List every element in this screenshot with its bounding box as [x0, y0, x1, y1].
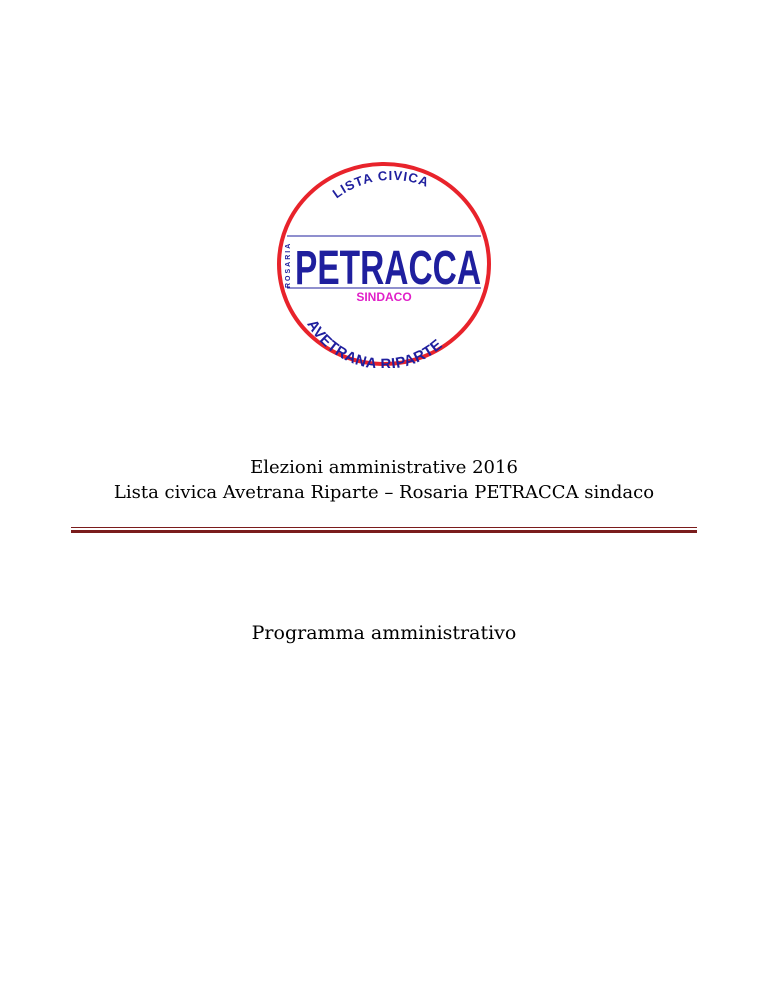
- party-logo: [275, 160, 493, 368]
- logo-side-text: ROSARIA: [285, 241, 292, 288]
- logo-main-text: PETRACCA: [295, 242, 481, 295]
- document-title: [0, 455, 768, 505]
- logo-sub-text: SINDACO: [356, 290, 412, 304]
- logo-bottom-arc-text: AVETRANA RIPARTE: [303, 316, 446, 368]
- title-line-2: Lista civica Avetrana Riparte – Rosaria PETRACCA sindaco: [113, 482, 655, 503]
- title-line-1: Elezioni amministrative 2016: [250, 457, 518, 478]
- divider-thick-line: [71, 530, 697, 533]
- document-subtitle: Programma amministrativo: [251, 622, 517, 644]
- title-divider: [71, 527, 697, 533]
- logo-top-arc-text: LISTA CIVICA: [329, 167, 432, 202]
- party-logo-graphic: [275, 160, 493, 368]
